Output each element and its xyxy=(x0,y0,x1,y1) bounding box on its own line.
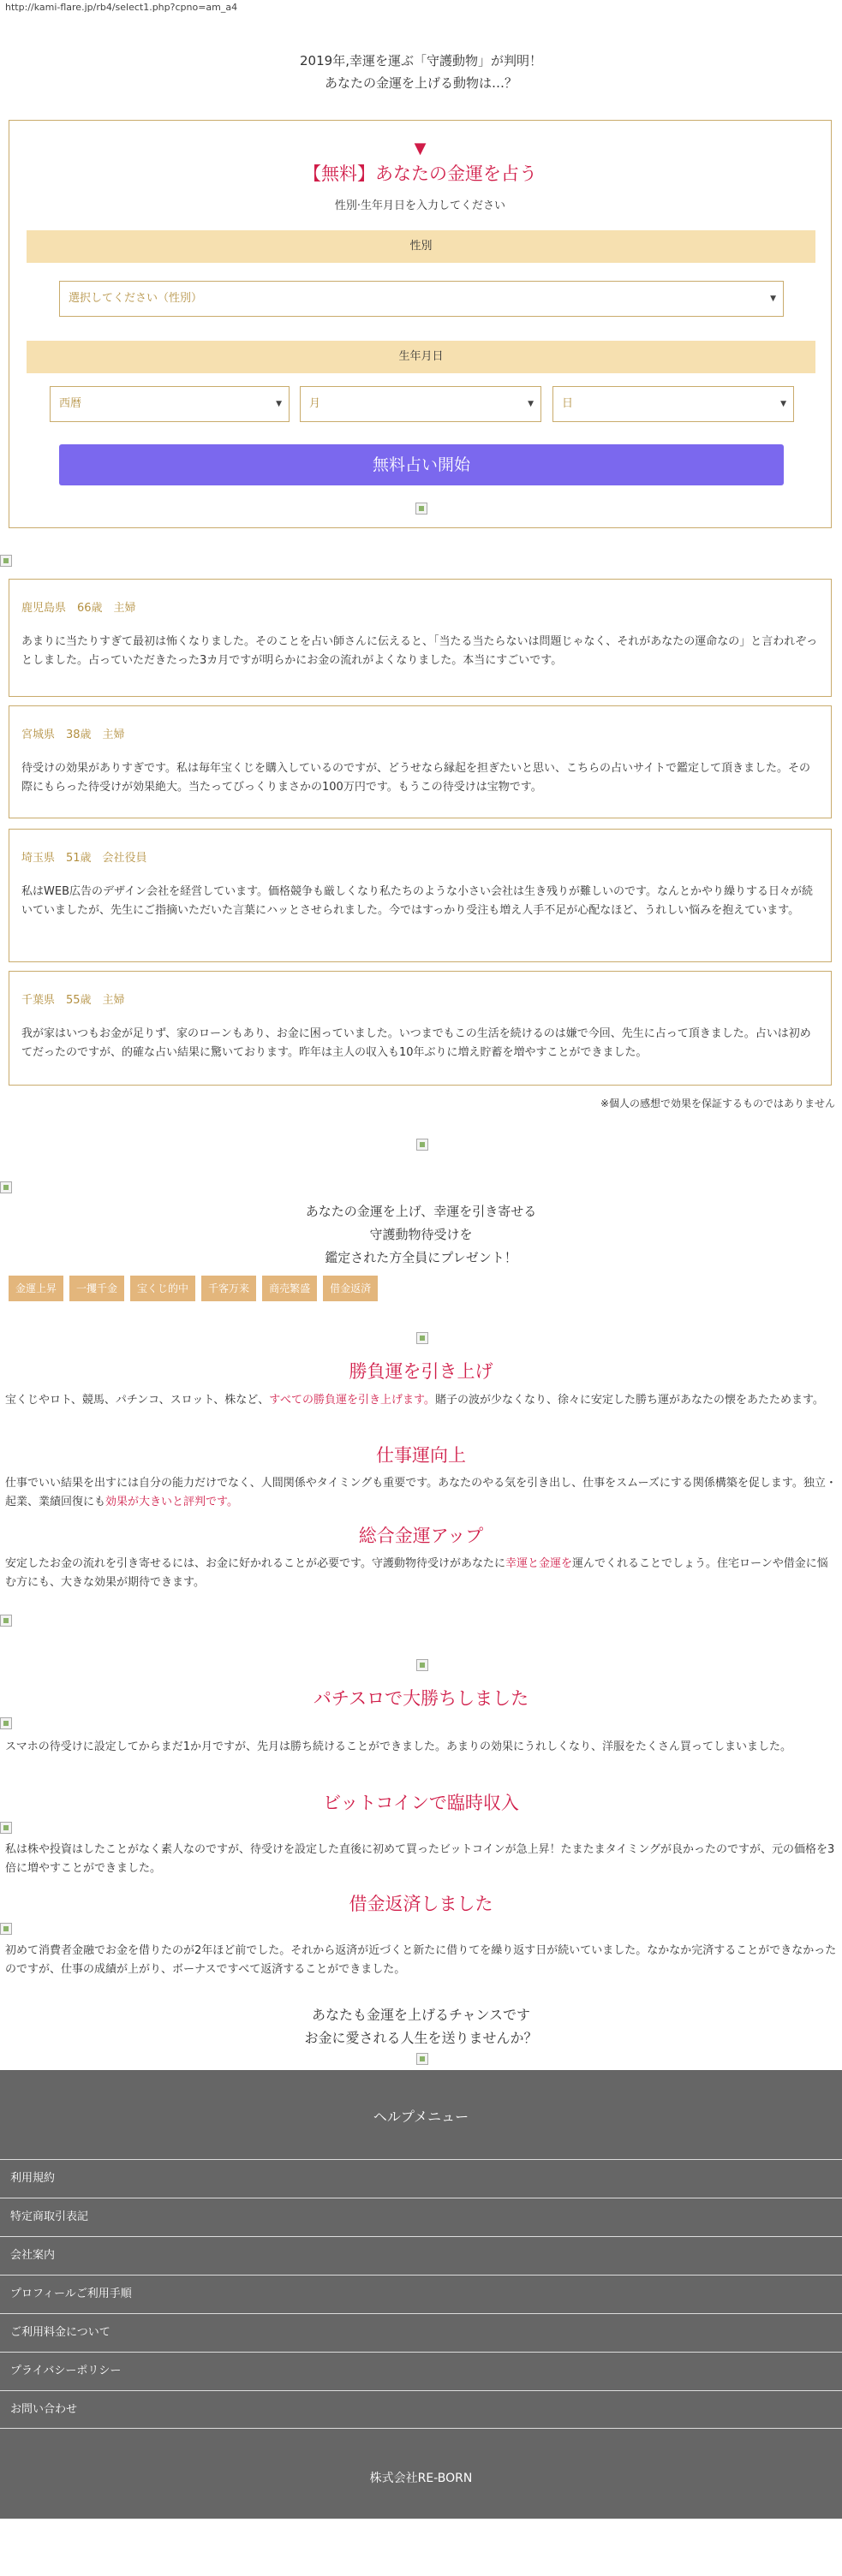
birth-label: 生年月日 xyxy=(27,341,815,373)
broken-image-icon xyxy=(0,1181,12,1193)
present-line-3: 鑑定された方全員にプレゼント！ xyxy=(325,1250,517,1265)
gender-select-value: 選択してください（性別） xyxy=(69,292,203,305)
help-menu-title: ヘルプメニュー xyxy=(373,2109,469,2125)
review-body: あまりに当たりすぎて最初は怖くなりました。そのことを占い師さんに伝えると、「当たる当たらないは問題じゃなく、それがあなたの運命なの」と言われぞっとしました。占っていただきたった3カ月ですが明らかにお金の流れがよくなりました。本当にすごいです。 xyxy=(21,635,818,667)
day-select[interactable] xyxy=(552,386,794,422)
tag-badge: 商売繁盛 xyxy=(262,1276,317,1301)
testimonial-text: スマホの待受けに設定してからまだ1か月ですが、先月は勝ち続けることができました。あまりの効果にうれしくなり、洋服をたくさん買ってしまいました。 xyxy=(5,1740,792,1753)
day-select-value: 日 xyxy=(562,397,574,410)
broken-image-icon xyxy=(0,1923,12,1935)
month-select[interactable] xyxy=(300,386,541,422)
review-meta: 宮城県 38歳 主婦 xyxy=(21,729,125,741)
tag-badge: 宝くじ的中 xyxy=(130,1276,195,1301)
benefit-title: 総合金運アップ xyxy=(358,1526,484,1546)
url-text: http://kami-flare.jp/rb4/select1.php?cpno=am_a4 xyxy=(5,2,238,13)
footer-link-company[interactable]: 会社案内 xyxy=(0,2236,842,2275)
tag-badge: 金運上昇 xyxy=(9,1276,63,1301)
closing-text xyxy=(0,2003,842,2049)
testimonial-text: 初めて消費者金融でお金を借りたのが2年ほど前でした。それから返済が近づくと新たに借りてを繰り返す日が続いていました。なかなか完済することができなかったのですが、仕事の成績が上がり、ボーナスですべて返済することができました。 xyxy=(5,1944,837,1976)
review-card xyxy=(9,579,832,697)
testimonial-title: パチスロで大勝ちしました xyxy=(313,1688,529,1709)
form-title: 【無料】あなたの金運を占う xyxy=(303,164,537,184)
benefit-text: 安定したお金の流れを引き寄せるには、お金に好かれることが必要です。守護動物待受けがあなたに幸運と金運を運んでくれることでしょう。住宅ローンや借金に悩む方にも、大きな効果が期待できます。 xyxy=(5,1557,828,1589)
review-meta: 埼玉県 51歳 会社役員 xyxy=(21,852,147,865)
intro-line-2: あなたの金運を上げる動物は…？ xyxy=(324,75,517,91)
review-body: 我が家はいつもお金が足りず、家のローンもあり、お金に困っていました。いつまでもこの生活を続けるのは嫌で今回、先生に占って頂きました。占いは初めてだったのですが、的確な占い結果に驚いております。昨年は主人の収入も10年ぶりに増え貯蓄を増やすことができました。 xyxy=(21,1027,811,1059)
footer xyxy=(0,2070,842,2519)
chevron-down-icon: ▼ xyxy=(770,294,776,303)
broken-image-icon xyxy=(0,1615,12,1627)
tag-badge: 一攫千金 xyxy=(69,1276,124,1301)
footer-link-terms[interactable]: 利用規約 xyxy=(0,2159,842,2198)
present-line-1: あなたの金運を上げ、幸運を引き寄せる xyxy=(305,1204,537,1219)
closing-line-1: あなたも金運を上げるチャンスです xyxy=(311,2007,531,2023)
form-subtitle: 性別·生年月日を入力してください xyxy=(334,199,506,212)
review-meta: 鹿児島県 66歳 主婦 xyxy=(21,602,136,615)
chevron-down-icon: ▼ xyxy=(528,400,534,408)
start-fortune-button[interactable]: 無料占い開始 xyxy=(59,444,784,485)
broken-image-icon xyxy=(415,503,427,515)
review-meta: 千葉県 55歳 主婦 xyxy=(21,994,125,1007)
footer-link-pricing[interactable]: ご利用料金について xyxy=(0,2313,842,2352)
broken-image-icon xyxy=(0,555,12,567)
benefit-text: 宝くじやロト、競馬、パチンコ、スロット、株など、すべての勝負運を引き上げます。賭子の波が少なくなり、徐々に安定した勝ち運があなたの懐をあたためます。 xyxy=(5,1394,824,1407)
present-text xyxy=(0,1200,842,1270)
review-card xyxy=(9,829,832,962)
era-select-value: 西暦 xyxy=(59,397,82,410)
era-select[interactable] xyxy=(50,386,290,422)
footer-link-privacy[interactable]: プライバシーポリシー xyxy=(0,2352,842,2390)
tag-badge: 千客万来 xyxy=(201,1276,256,1301)
testimonial-title: ビットコインで臨時収入 xyxy=(323,1793,519,1813)
chevron-down-icon: ▼ xyxy=(276,400,282,408)
fortune-form xyxy=(9,120,832,528)
benefit-text: 仕事でいい結果を出すには自分の能力だけでなく、人間関係やタイミングも重要です。あなたのやる気を引き出し、仕事をスムーズにする関係構築を促します。独立・起業、業績回復にも効果が大きいと評判です。 xyxy=(5,1477,837,1508)
broken-image-icon xyxy=(416,2053,428,2065)
month-select-value: 月 xyxy=(309,397,321,410)
down-arrow-icon: ▼ xyxy=(414,140,427,158)
benefit-tags xyxy=(9,1276,378,1301)
disclaimer: ※個人の感想で効果を保証するものではありません xyxy=(600,1098,835,1110)
intro-text xyxy=(0,50,842,94)
broken-image-icon xyxy=(0,1717,12,1729)
company-name: 株式会社RE-BORN xyxy=(369,2472,473,2485)
gender-select[interactable] xyxy=(59,281,784,317)
broken-image-icon xyxy=(416,1332,428,1344)
review-card xyxy=(9,971,832,1086)
footer-link-commerce-law[interactable]: 特定商取引表記 xyxy=(0,2198,842,2236)
chevron-down-icon: ▼ xyxy=(780,400,786,408)
footer-link-contact[interactable]: お問い合わせ xyxy=(0,2390,842,2429)
present-line-2: 守護動物待受けを xyxy=(369,1227,473,1242)
benefit-title: 仕事運向上 xyxy=(376,1445,466,1466)
tag-badge: 借金返済 xyxy=(323,1276,378,1301)
review-card xyxy=(9,705,832,818)
footer-link-profile-guide[interactable]: プロフィールご利用手順 xyxy=(0,2275,842,2313)
testimonial-text: 私は株や投資はしたことがなく素人なのですが、待受けを設定した直後に初めて買ったビットコインが急上昇！たまたまタイミングが良かったのですが、元の価格を3倍に増やすことができました。 xyxy=(5,1843,835,1875)
benefit-title: 勝負運を引き上げ xyxy=(349,1361,493,1382)
closing-line-2: お金に愛される人生を送りませんか？ xyxy=(304,2030,538,2046)
intro-line-1: 2019年,幸運を運ぶ「守護動物」が判明！ xyxy=(300,53,542,68)
broken-image-icon xyxy=(416,1659,428,1671)
broken-image-icon xyxy=(0,1822,12,1834)
broken-image-icon xyxy=(416,1139,428,1151)
review-body: 待受けの効果がありすぎです。私は毎年宝くじを購入しているのですが、どうせなら縁起を担ぎたいと思い、こちらの占いサイトで鑑定して頂きました。その際にもらった待受けが効果絶大。当たってびっくりまさかの100万円です。もうこの待受けは宝物です。 xyxy=(21,762,811,794)
testimonial-title: 借金返済しました xyxy=(349,1894,493,1914)
gender-label: 性別 xyxy=(27,230,815,263)
review-body: 私はWEB広告のデザイン会社を経営しています。価格競争も厳しくなり私たちのような小さい会社は生き残りが難しいのです。なんとかやり繰りする日々が続いていましたが、先生にご指摘いただいた言葉にハッとさせられました。今ではすっかり受注も増え人手不足が心配なほど、うれしい悩みを抱えています。 xyxy=(21,885,813,917)
